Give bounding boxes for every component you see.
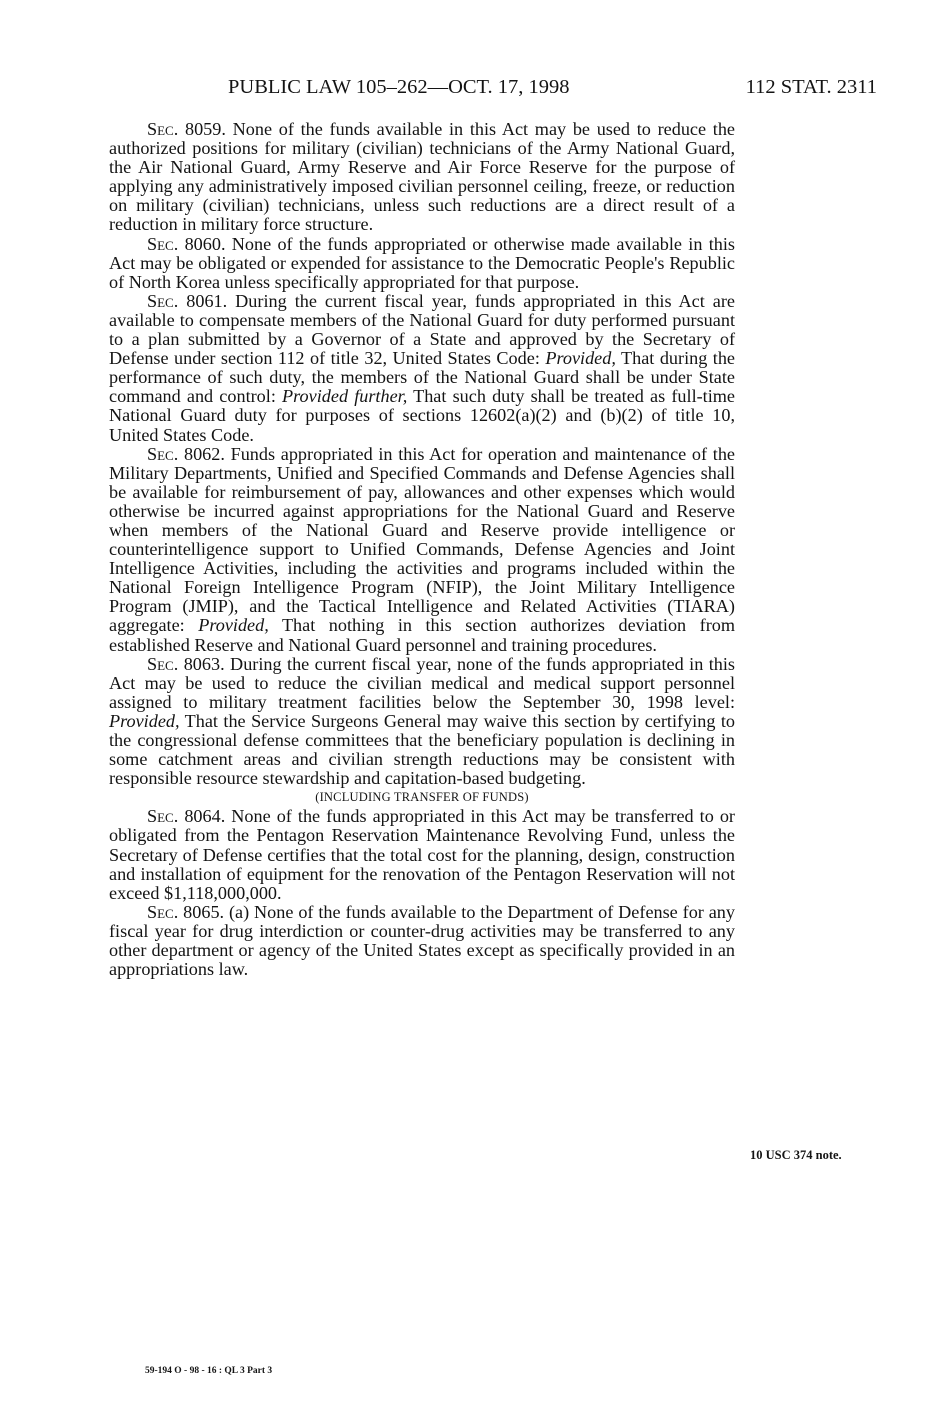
margin-note: 10 USC 374 note. bbox=[750, 1148, 842, 1162]
section-8063: Sec. 8063. During the current fiscal year, none of the funds appropriated in this Act may be used to reduce the civilian medical and medical support personnel assigned to military treatment facilities below the September 30, 1998 level: Provided, That the Service Surgeons General may waive this section by certifying to the congressional defense committees that the beneficiary population is declining in some catchment areas and civilian strength reductions may be consistent with responsible resource stewardship and capitation-based budgeting. bbox=[109, 653, 735, 789]
section-8062: Sec. 8062. Funds appropriated in this Act for operation and maintenance of the Military Departments, Unified and Specified Commands and Defense Agencies shall be available for reimbursement of pay, allowances and other expenses which would otherwise be incurred against appropriations for the National Guard and Reserve when members of the National Guard and Reserve provide intelligence or counterintelligence support to Unified Commands, Defense Agencies and Joint Intelligence Activities, including the activities and programs included within the National Foreign Intelligence Program (NFIP), the Joint Military Intelligence Program (JMIP), and the Tactical Intelligence and Related Activities (TIARA) aggregate: Provided, That nothing in this section authorizes deviation from established Reserve and National Guard personnel and training procedures. bbox=[109, 443, 735, 655]
section-8059: Sec. 8059. None of the funds available in this Act may be used to reduce the authorized positions for military (civilian) technicians of the Army National Guard, the Air National Guard, Army Reserve and Air Force Reserve for the purpose of applying any administratively imposed civilian personnel ceiling, freeze, or reduction on military (civilian) technicians, unless such reductions are a direct result of a reduction in military force structure. bbox=[109, 119, 735, 235]
section-8060: Sec. 8060. None of the funds appropriated or otherwise made available in this Act may be obligated or expended for assistance to the Democratic People's Republic of North Korea unless specifically appropriated for that purpose. bbox=[109, 233, 735, 292]
running-header bbox=[0, 76, 947, 106]
statute-page-number: 112 STAT. 2311 bbox=[745, 76, 877, 98]
section-8065: Sec. 8065. (a) None of the funds available to the Department of Defense for any fiscal year for drug interdiction or counter-drug activities may be transferred to any other department or agency of the United States except as specifically provided in an appropriations law. bbox=[109, 901, 735, 980]
section-8061: Sec. 8061. During the current fiscal year, funds appropriated in this Act are available to compensate members of the National Guard for duty performed pursuant to a plan submitted by a Governor of a State and approved by the Secretary of Defense under section 112 of title 32, United States Code: Provided, That during the performance of such duty, the members of the National Guard shall be under State command and control: Provided further, That such duty shall be treated as full-time National Guard duty for purposes of sections 12602(a)(2) and (b)(2) of title 10, United States Code. bbox=[109, 290, 736, 445]
page-title: PUBLIC LAW 105–262—OCT. 17, 1998 bbox=[228, 76, 570, 98]
subheading-transfer-of-funds: (INCLUDING TRANSFER OF FUNDS) bbox=[315, 790, 529, 805]
print-job-footer: 59-194 O - 98 - 16 : QL 3 Part 3 bbox=[145, 1366, 273, 1376]
section-8064: Sec. 8064. None of the funds appropriated in this Act may be transferred to or obligated from the Pentagon Reservation Maintenance Revolving Fund, unless the Secretary of Defense certifies that the total cost for the planning, design, construction and installation of equipment for the renovation of the Pentagon Reservation will not exceed $1,118,000,000. bbox=[109, 806, 735, 903]
body-text bbox=[109, 120, 735, 979]
